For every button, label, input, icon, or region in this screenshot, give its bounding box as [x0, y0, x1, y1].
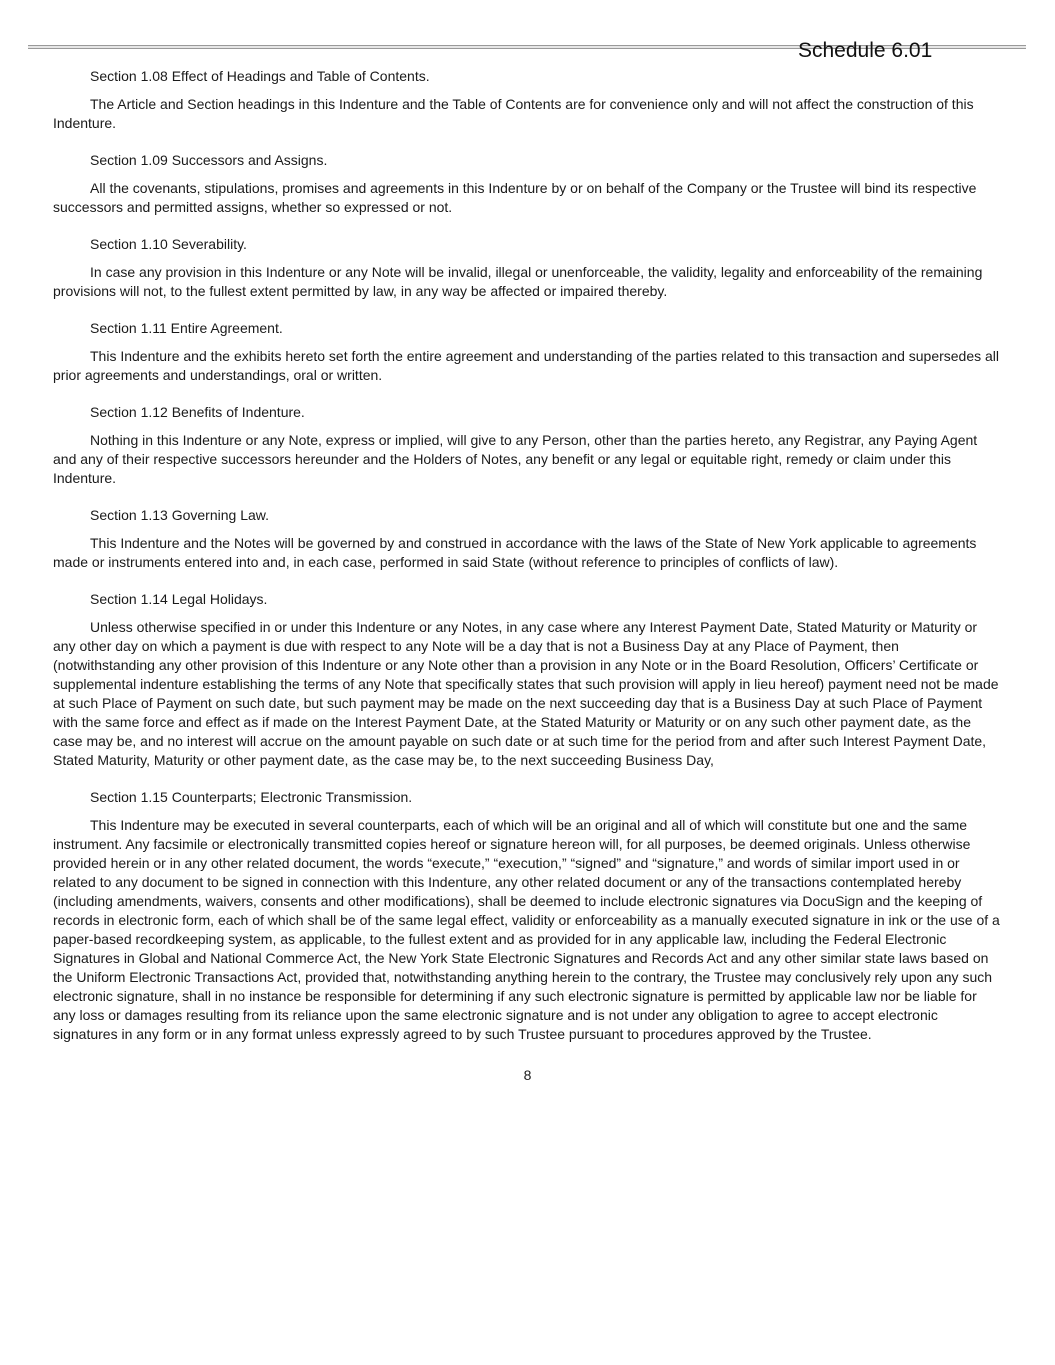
- section-heading: Section 1.10 Severability.: [90, 236, 247, 252]
- section-1-15: [53, 788, 1003, 1044]
- section-heading: Section 1.14 Legal Holidays.: [90, 591, 268, 607]
- section-1-14: [53, 590, 1003, 770]
- section-body: This Indenture and the exhibits hereto set forth the entire agreement and understanding of the parties related to this transaction and supersedes all prior agreements and understandings, oral or written.: [53, 348, 1000, 383]
- section-body: This Indenture and the Notes will be governed by and construed in accordance with the laws of the State of New York applicable to agreements made or instruments entered into and, in each case, performed in said State (without reference to principles of conflicts of law).: [53, 535, 977, 570]
- page-number: 8: [523, 1067, 532, 1083]
- section-1-09: [53, 151, 1003, 217]
- section-1-13: [53, 506, 1003, 572]
- section-1-08: [53, 67, 1003, 133]
- schedule-label: Schedule 6.01: [798, 39, 933, 62]
- section-body: This Indenture may be executed in several counterparts, each of which will be an original and all of which will constitute but one and the same instrument. Any facsimile or electronically transmitted copies hereof or signature hereon will, for all purposes, be deemed originals. Unless otherwise provided herein or in any other related document, the words “execute,” “execution,” “signed” and “signature,” and words of similar import used in or related to any document to be signed in connection with this Indenture, any other related document or any of the transactions contemplated hereby (including amendments, waivers, consents and other modifications), shall be deemed to include electronic signatures via DocuSign and the keeping of records in electronic form, each of which shall be of the same legal effect, validity or enforceability as a manually executed signature in ink or the use of a paper-based recordkeeping system, as applicable, to the fullest extent and as provided for in any applicable law, including the Federal Electronic Signatures in Global and National Commerce Act, the New York State Electronic Signatures and Records Act and any other similar state laws based on the Uniform Electronic Transactions Act, provided that, notwithstanding anything herein to the contrary, the Trustee may conclusively rely upon any such electronic signature, shall in no instance be responsible for determining if any such electronic signature is permitted by applicable law nor be liable for any loss or damages resulting from its reliance upon the same electronic signature and is not under any obligation to agree to accept electronic signatures in any form or in any format unless expressly agreed to by such Trustee pursuant to procedures approved by the Trustee.: [53, 817, 1000, 1042]
- section-body: The Article and Section headings in this Indenture and the Table of Contents are for convenience only and will not affect the construction of this Indenture.: [53, 96, 974, 131]
- section-heading: Section 1.13 Governing Law.: [90, 507, 270, 523]
- section-heading: Section 1.15 Counterparts; Electronic Transmission.: [90, 789, 413, 805]
- document-body: [53, 67, 1003, 1062]
- section-body: In case any provision in this Indenture or any Note will be invalid, illegal or unenforceable, the validity, legality and enforceability of the remaining provisions will not, to the fullest extent permitted by law, in any way be affected or impaired thereby.: [53, 264, 983, 299]
- section-heading: Section 1.08 Effect of Headings and Table of Contents.: [90, 68, 430, 84]
- section-heading: Section 1.09 Successors and Assigns.: [90, 152, 328, 168]
- section-heading: Section 1.11 Entire Agreement.: [90, 320, 283, 336]
- section-heading: Section 1.12 Benefits of Indenture.: [90, 404, 305, 420]
- section-body: All the covenants, stipulations, promises and agreements in this Indenture by or on behalf of the Company or the Trustee will bind its respective successors and permitted assigns, whether so expressed or not.: [53, 180, 977, 215]
- section-body: Nothing in this Indenture or any Note, express or implied, will give to any Person, other than the parties hereto, any Registrar, any Paying Agent and any of their respective successors hereunder and the Holders of Notes, any benefit or any legal or equitable right, remedy or claim under this Indenture.: [53, 432, 978, 486]
- section-1-11: [53, 319, 1003, 385]
- section-1-12: [53, 403, 1003, 488]
- section-body: Unless otherwise specified in or under this Indenture or any Notes, in any case where any Interest Payment Date, Stated Maturity or Maturity or any other day on which a payment is due with respect to any Note will be a day that is not a Business Day at any Place of Payment, then (notwithstanding any other provision of this Indenture or any Note other than a provision in any Note or in the Board Resolution, Officers’ Certificate or supplemental indenture establishing the terms of any Note that specifically states that such provision will apply in lieu hereof) payment need not be made at such Place of Payment on such date, but such payment may be made on the next succeeding day that is a Business Day at such Place of Payment with the same force and effect as if made on the Interest Payment Date, at the Stated Maturity or Maturity or on any such other payment date, as the case may be, and no interest will accrue on the amount payable on such date or at such time for the period from and after such Interest Payment Date, Stated Maturity, Maturity or other payment date, as the case may be, to the next succeeding Business Day,: [53, 619, 999, 768]
- section-1-10: [53, 235, 1003, 301]
